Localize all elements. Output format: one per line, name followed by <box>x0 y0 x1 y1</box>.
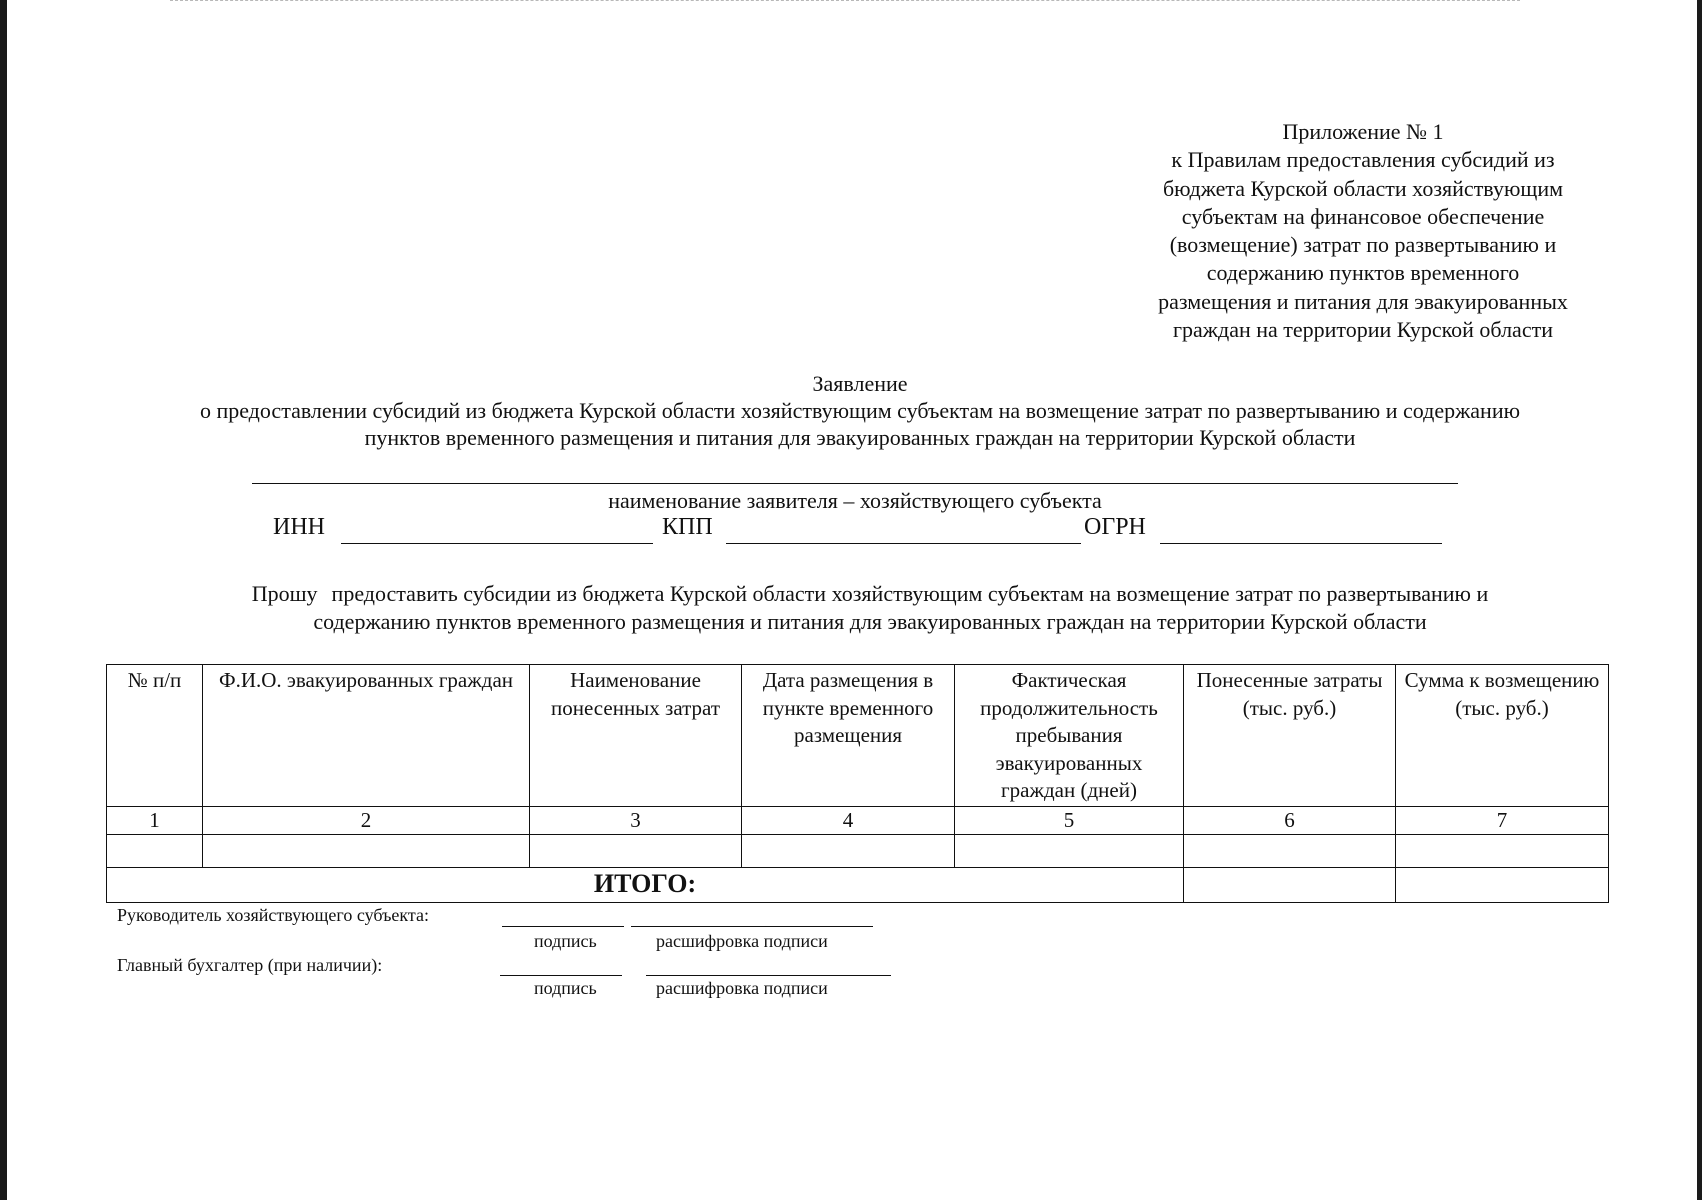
title-heading: Заявление <box>812 371 908 396</box>
appendix-line: Приложение № 1 <box>1282 119 1444 144</box>
table-cell[interactable] <box>107 835 203 868</box>
table-row <box>107 835 1609 868</box>
total-reimbursement-cell[interactable] <box>1396 868 1609 903</box>
column-number-cell: 5 <box>955 806 1184 835</box>
total-label: ИТОГО: <box>593 869 697 899</box>
inn-field[interactable] <box>341 543 653 544</box>
appendix-line: содержанию пунктов временного <box>1206 260 1520 286</box>
table-cell[interactable] <box>530 835 742 868</box>
signature-caption: подпись <box>534 978 597 998</box>
table-cell[interactable] <box>203 835 530 868</box>
ogrn-field[interactable] <box>1160 543 1442 544</box>
appendix-line: (возмещение) затрат по развертыванию и <box>1169 232 1557 258</box>
ogrn-label: ОГРН <box>1084 514 1146 540</box>
column-number-cell: 2 <box>203 806 530 835</box>
table-header-cell: Сумма к возмещению (тыс. руб.) <box>1396 665 1609 807</box>
column-number-cell: 6 <box>1184 806 1396 835</box>
document-title <box>110 370 1610 451</box>
total-label-cell <box>107 868 1184 903</box>
table-cell[interactable] <box>1396 835 1609 868</box>
head-name-field[interactable] <box>631 926 873 927</box>
expenses-table <box>106 664 1609 903</box>
table-header-cell: Ф.И.О. эвакуированных граждан <box>203 665 530 807</box>
title-line: о предоставлении субсидий из бюджета Курской области хозяйствующим субъектам на возмещение затрат по развертыванию и содержанию <box>199 398 1521 423</box>
head-signature-label: Руководитель хозяйствующего субъекта: <box>117 905 429 925</box>
column-number-cell: 3 <box>530 806 742 835</box>
column-number-cell: 4 <box>742 806 955 835</box>
scan-border-right <box>1697 0 1702 1200</box>
kpp-label: КПП <box>662 514 713 540</box>
scan-border-left <box>0 0 7 1200</box>
total-costs-cell[interactable] <box>1184 868 1396 903</box>
table-header-cell: Наименование понесенных затрат <box>530 665 742 807</box>
table-total-row <box>107 868 1609 903</box>
column-number-cell: 1 <box>107 806 203 835</box>
title-line: пунктов временного размещения и питания для эвакуированных граждан на территории Курской области <box>364 425 1356 450</box>
decode-caption: расшифровка подписи <box>656 931 828 951</box>
accountant-signature-field[interactable] <box>500 975 622 976</box>
table-header-cell: Дата размещения в пункте временного размещения <box>742 665 955 807</box>
scan-artifact-top <box>170 0 1520 3</box>
table-header-cell: Фактическая продолжительность пребывания эвакуированных граждан (дней) <box>955 665 1184 807</box>
head-signature-field[interactable] <box>502 926 624 927</box>
request-text <box>120 580 1620 636</box>
request-first-word: Прошу <box>251 581 318 606</box>
applicant-name-field[interactable] <box>252 483 1458 484</box>
table-cell[interactable] <box>742 835 955 868</box>
table-cell[interactable] <box>1184 835 1396 868</box>
decode-caption: расшифровка подписи <box>656 978 828 998</box>
appendix-line: к Правилам предоставления субсидий из <box>1171 147 1555 173</box>
table-column-number-row <box>107 806 1609 835</box>
request-line: предоставить субсидии из бюджета Курской области хозяйствующим субъектам на возмещение затрат по развертыванию и <box>331 581 1489 606</box>
table-cell[interactable] <box>955 835 1184 868</box>
table-header-cell: Понесенные затраты (тыс. руб.) <box>1184 665 1396 807</box>
applicant-name-caption: наименование заявителя – хозяйствующего субъекта <box>608 488 1102 513</box>
request-line: содержанию пунктов временного размещения и питания для эвакуированных граждан на территории Курской области <box>313 609 1427 634</box>
accountant-name-field[interactable] <box>646 975 891 976</box>
appendix-line: граждан на территории Курской области <box>1173 317 1553 343</box>
appendix-line: бюджета Курской области хозяйствующим <box>1162 175 1564 201</box>
appendix-note <box>1118 118 1608 344</box>
appendix-line: субъектам на финансовое обеспечение <box>1181 203 1545 229</box>
table-header-cell: № п/п <box>107 665 203 807</box>
appendix-line: размещения и питания для эвакуированных <box>1158 288 1568 314</box>
table-header-row <box>107 665 1609 807</box>
kpp-field[interactable] <box>726 543 1081 544</box>
column-number-cell: 7 <box>1396 806 1609 835</box>
signature-caption: подпись <box>534 931 597 951</box>
inn-label: ИНН <box>273 514 325 540</box>
accountant-signature-label: Главный бухгалтер (при наличии): <box>117 955 383 975</box>
